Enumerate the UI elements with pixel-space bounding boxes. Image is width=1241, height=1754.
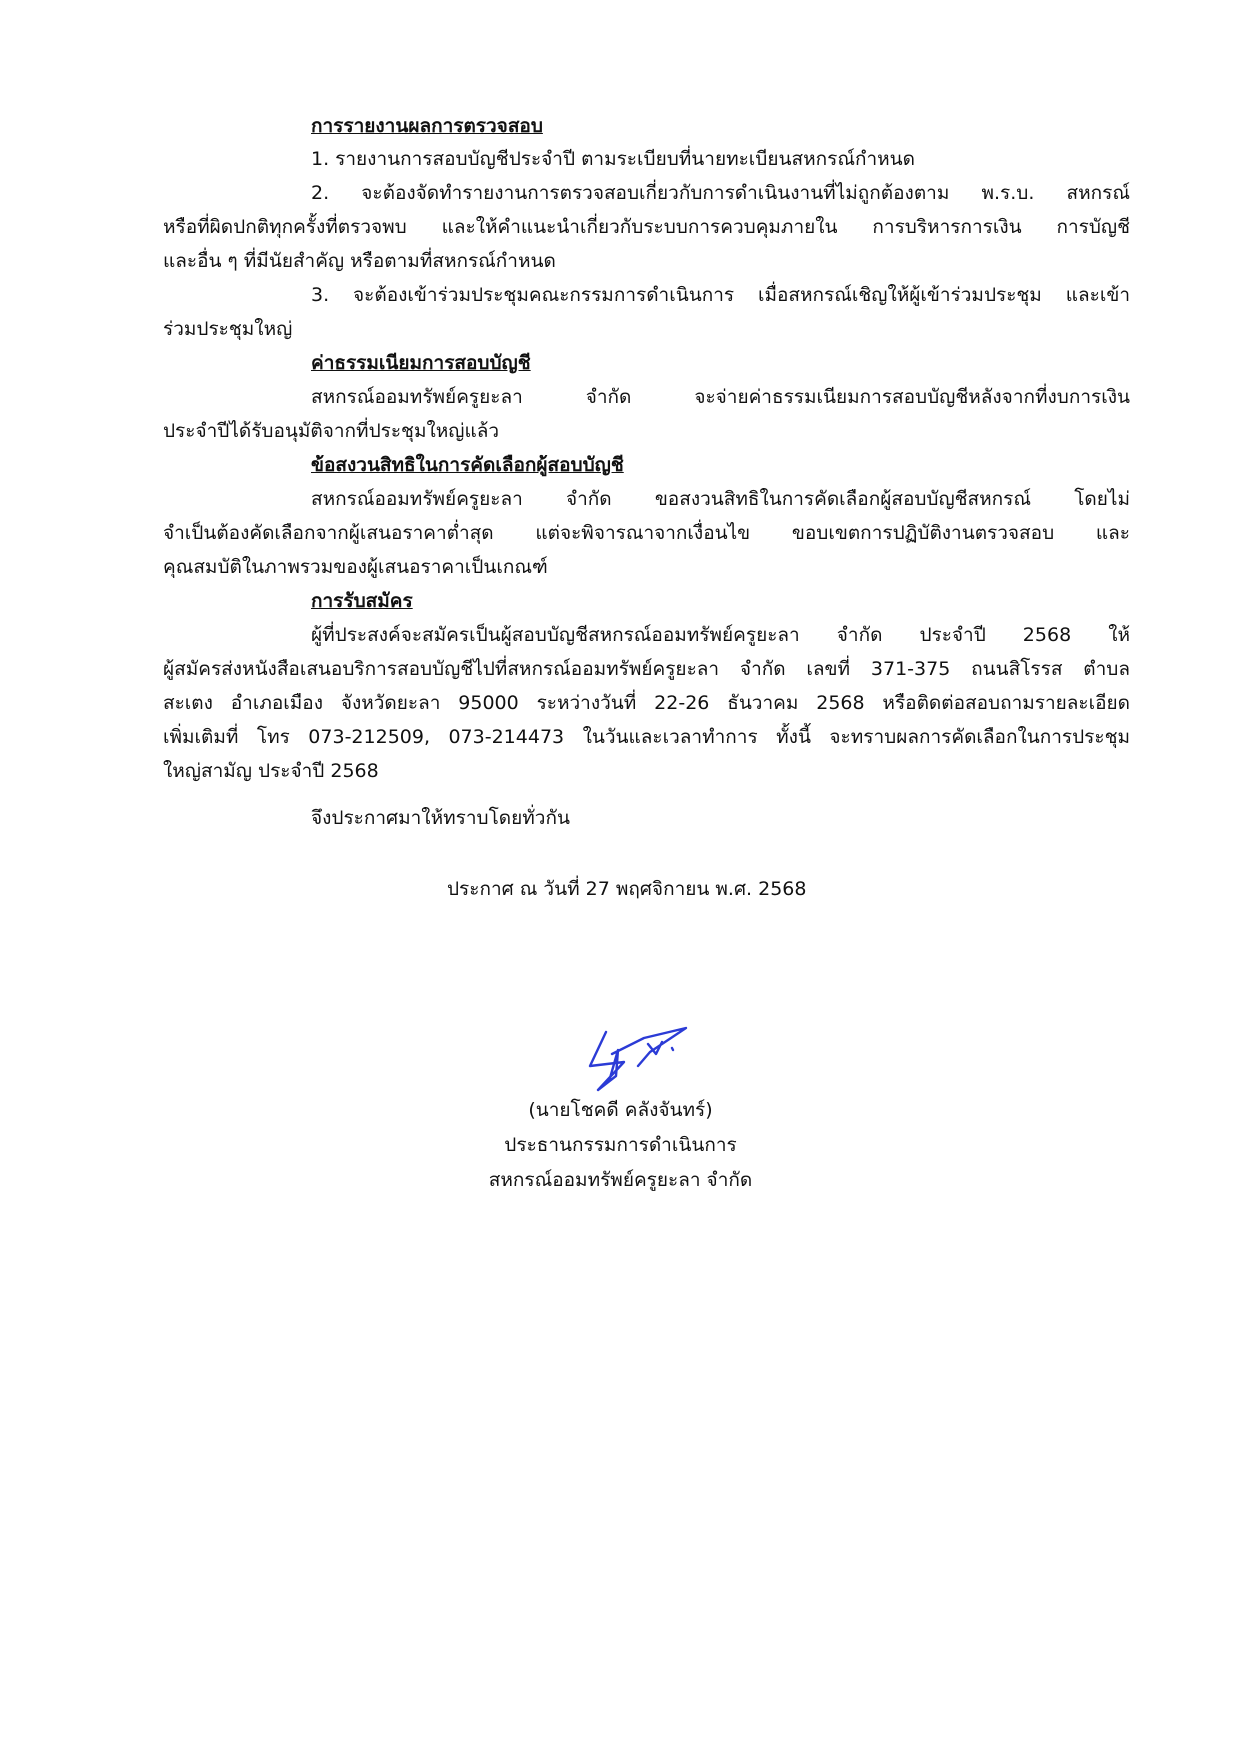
paragraph-line: ร่วมประชุมใหญ่	[163, 318, 293, 340]
paragraph-line: หรือที่ผิดปกติทุกครั้งที่ตรวจพบ และให้คำแนะนำเกี่ยวกับระบบการควบคุมภายใน การบริหารการเงิน การบัญชี	[163, 216, 1130, 238]
organization-name: สหกรณ์ออมทรัพย์ครูยะลา จำกัด	[488, 1169, 753, 1191]
section-heading-audit-report: การรายงานผลการตรวจสอบ	[311, 115, 543, 137]
paragraph-line: 3. จะต้องเข้าร่วมประชุมคณะกรรมการดำเนินการ เมื่อสหกรณ์เชิญให้ผู้เข้าร่วมประชุม และเข้า	[311, 284, 1130, 306]
paragraph-line: จำเป็นต้องคัดเลือกจากผู้เสนอราคาต่ำสุด แต่จะพิจารณาจากเงื่อนไข ขอบเขตการปฏิบัติงานตรวจสอบ และ	[163, 522, 1130, 544]
paragraph-line: เพิ่มเติมที่ โทร 073-212509, 073-214473 ในวันและเวลาทำการ ทั้งนี้ จะทราบผลการคัดเลือกในการประชุม	[163, 726, 1130, 748]
paragraph-line: คุณสมบัติในภาพรวมของผู้เสนอราคาเป็นเกณฑ์	[163, 556, 548, 578]
paragraph-line: 2. จะต้องจัดทำรายงานการตรวจสอบเกี่ยวกับการดำเนินงานที่ไม่ถูกต้องตาม พ.ร.บ. สหกรณ์	[311, 182, 1130, 204]
paragraph-line: สะเตง อำเภอเมือง จังหวัดยะลา 95000 ระหว่างวันที่ 22-26 ธันวาคม 2568 หรือติดต่อสอบถามรายละเอียด	[163, 692, 1130, 714]
paragraph-line: ผู้สมัครส่งหนังสือเสนอบริการสอบบัญชีไปที่สหกรณ์ออมทรัพย์ครูยะลา จำกัด เลขที่ 371-375 ถนนสิโรรส ตำบล	[163, 658, 1130, 680]
paragraph-line: ผู้ที่ประสงค์จะสมัครเป็นผู้สอบบัญชีสหกรณ์ออมทรัพย์ครูยะลา จำกัด ประจำปี 2568 ให้	[311, 624, 1130, 646]
closing-statement: จึงประกาศมาให้ทราบโดยทั่วกัน	[311, 807, 570, 829]
paragraph-line: สหกรณ์ออมทรัพย์ครูยะลา จำกัด จะจ่ายค่าธรรมเนียมการสอบบัญชีหลังจากที่งบการเงิน	[311, 386, 1130, 408]
section-heading-application: การรับสมัคร	[311, 590, 413, 612]
signer-title: ประธานกรรมการดำเนินการ	[504, 1134, 737, 1156]
signature-icon	[588, 1026, 698, 1096]
paragraph-line: ประจำปีได้รับอนุมัติจากที่ประชุมใหญ่แล้ว	[163, 420, 500, 442]
announcement-date: ประกาศ ณ วันที่ 27 พฤศจิกายน พ.ศ. 2568	[447, 878, 807, 900]
signer-name: (นายโชคดี คลังจันทร์)	[528, 1099, 713, 1121]
paragraph-line: ใหญ่สามัญ ประจำปี 2568	[163, 760, 379, 782]
paragraph-line: และอื่น ๆ ที่มีนัยสำคัญ หรือตามที่สหกรณ์กำหนด	[163, 250, 556, 272]
paragraph-line: 1. รายงานการสอบบัญชีประจำปี ตามระเบียบที่นายทะเบียนสหกรณ์กำหนด	[311, 148, 915, 170]
section-heading-reservation-of-rights: ข้อสงวนสิทธิในการคัดเลือกผู้สอบบัญชี	[311, 454, 624, 476]
section-heading-audit-fee: ค่าธรรมเนียมการสอบบัญชี	[311, 352, 531, 374]
paragraph-line: สหกรณ์ออมทรัพย์ครูยะลา จำกัด ขอสงวนสิทธิในการคัดเลือกผู้สอบบัญชีสหกรณ์ โดยไม่	[311, 488, 1130, 510]
